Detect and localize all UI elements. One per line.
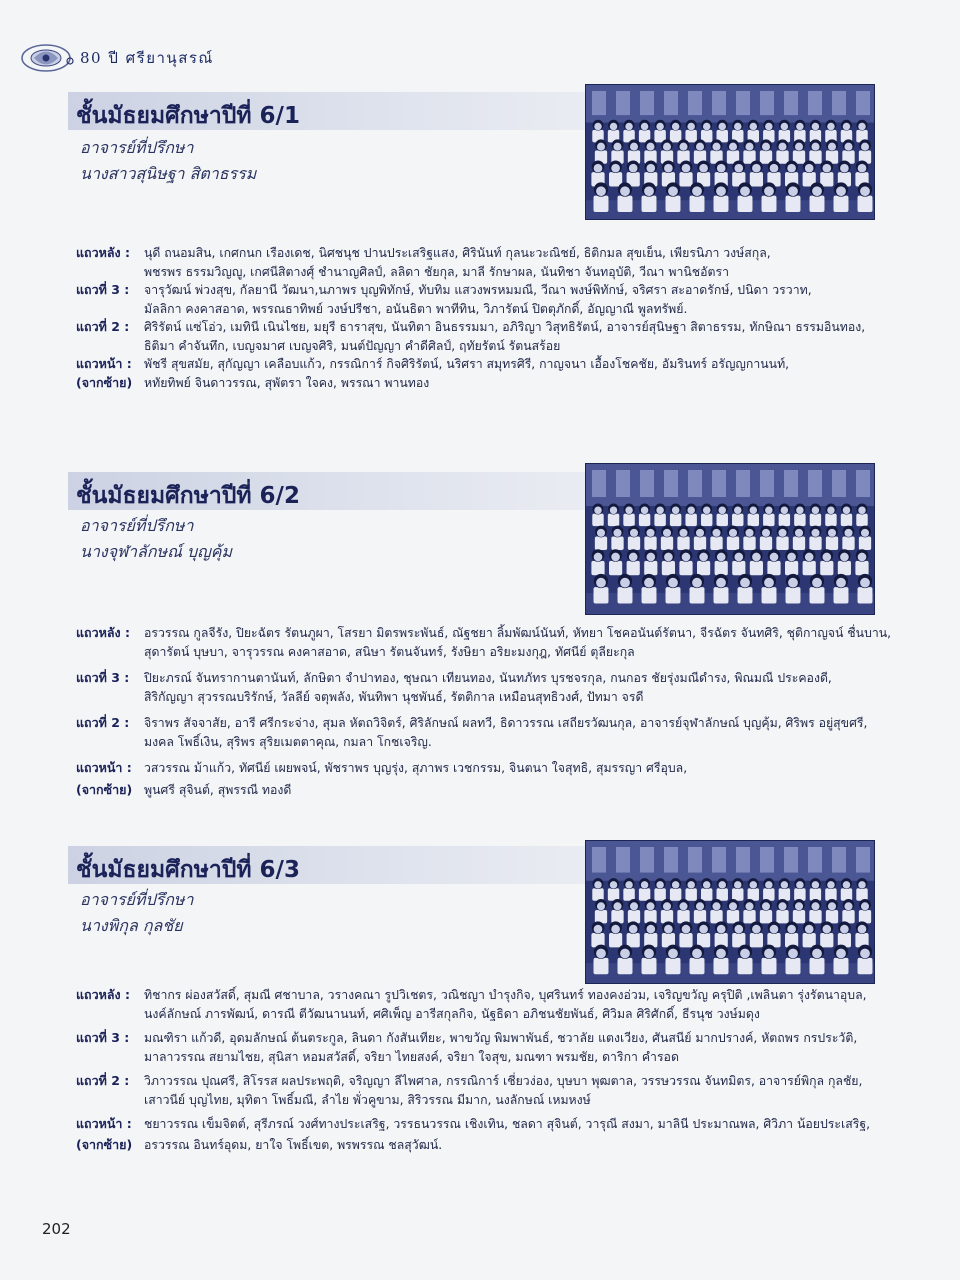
- name-row: [76, 1136, 936, 1155]
- student-figure: [762, 196, 777, 212]
- student-figure: [859, 537, 871, 550]
- student-figure: [697, 561, 710, 575]
- row-label: แถวที่ 2 :: [76, 1073, 130, 1088]
- student-figure: [690, 587, 705, 603]
- row-names: วิภาวรรณ ปุณศรี, สิโรรส ผลประพฤติ, จริญญา ลีไพศาล, กรรณิการ์ เชี่ยวง่อง, บุษบา พุฒตาล, วรรษวรรณ จันทมิตร, อาจารย์พิกุล กุลชัย, เสาวนีย์ บุญไทย, มุทิตา โพธิ์มณี, ลำไย พั่วคูขาม, สิริวรรณ มีมาก, นงลักษณ์ เหมหงษ์: [144, 1074, 863, 1107]
- row-label: แถวหน้า :: [76, 356, 132, 371]
- row-names: ปิยะภรณ์ จันทรากานตานันท์, ลักษิตา จำปาทอง, ชุษณา เทียนทอง, นันทภัทร บุรชจรกุล, กนกอร ชัยรุ่งมณีดำรง, พิณมณี ประคองดี, สิริกัญญา สุวรรณบริรักษ์, วัลลีย์ จตุพลัง, พันทิพา นุชพันธ์, รัตติกาล เหมือนสุทธิวงศ์, ปัทมา จรดี: [144, 671, 832, 704]
- student-figure: [858, 958, 873, 974]
- row-label: แถวหน้า :: [76, 760, 132, 775]
- running-header: [20, 40, 214, 76]
- student-figure: [595, 910, 607, 923]
- student-figure: [654, 888, 665, 900]
- student-figure: [623, 888, 634, 900]
- row-label: แถวหลัง :: [76, 625, 130, 640]
- student-figure: [639, 514, 650, 526]
- student-figure: [701, 514, 712, 526]
- student-figure: [786, 958, 801, 974]
- student-figure: [627, 933, 640, 947]
- student-figure: [611, 910, 623, 923]
- name-row: [76, 781, 936, 800]
- student-figure: [714, 958, 729, 974]
- student-figure: [727, 910, 739, 923]
- advisor-name: นางพิกุล กุลชัย: [80, 916, 183, 935]
- student-figure: [810, 196, 825, 212]
- student-figure: [727, 537, 739, 550]
- row-label: แถวหน้า :: [76, 1116, 132, 1131]
- student-figure: [779, 888, 790, 900]
- name-row: [76, 714, 936, 751]
- student-figure: [834, 958, 849, 974]
- student-figure: [767, 561, 780, 575]
- row-names: ชยาวรรณ เข็มจิตต์, สุรีภรณ์ วงศ์ทางประเสริฐ, วรรธนวรรณ เชิงเทิน, ชลดา สุจินต์, วารุณี สงมา, มาลินี ประมาณพล, ศิวิภา น้อยประเสริฐ,: [144, 1117, 871, 1131]
- advisor-label: อาจารย์ที่ปรึกษา: [80, 516, 194, 535]
- student-figure: [714, 587, 729, 603]
- student-figure: [666, 587, 681, 603]
- row-label: แถวหลัง :: [76, 245, 130, 260]
- name-row: [76, 355, 936, 374]
- student-figure: [825, 514, 836, 526]
- student-figure: [841, 514, 852, 526]
- student-figure: [786, 196, 801, 212]
- student-figure: [793, 910, 805, 923]
- name-row: [76, 244, 936, 281]
- name-rows: [76, 986, 936, 1154]
- student-figure: [685, 888, 696, 900]
- row-names: จารุวัฒน์ พ่วงสุข, กัลยานี วัฒนา,นภาพร บุญพิทักษ์, ทับทิม แสวงพรหมมณี, วีณา พงษ์พิทักษ์, จริศรา สะอาดรักษ์, ปนิดา วรวาท, มัลลิกา คงคาสอาด, พรรณธาทิพย์ วงษ์ปรีชา, อนันธิตา พาทีทิน, วิภารัตน์ ปิตตุภักดิ์, อัญญาณี พูลทรัพย์.: [144, 283, 812, 316]
- student-figure: [858, 587, 873, 603]
- photo-scene: [586, 841, 874, 983]
- student-figure: [826, 910, 838, 923]
- name-rows: [76, 244, 936, 392]
- name-row: [76, 759, 936, 778]
- student-figure: [670, 130, 681, 142]
- row-label: แถวที่ 2 :: [76, 715, 130, 730]
- row-label: แถวหลัง :: [76, 987, 130, 1002]
- row-label: แถวที่ 3 :: [76, 670, 130, 685]
- row-names: วสวรรณ ม้าแก้ว, ทัศนีย์ เผยพจน์, พัชราพร บุญรุ่ง, สุภาพร เวชกรรม, จินตนา ใจสุทธิ, สุมรรญา ศรีอุบล,: [144, 761, 688, 775]
- row-names: พัชรี สุขสมัย, สุกัญญา เคลือบแก้ว, กรรณิการ์ กิจศิริรัตน์, นริศรา สมุทรศิรี, กาญจนา เอื้องโชคชัย, อัมรินทร์ อรัญญกานนท์,: [144, 357, 790, 371]
- student-figure: [841, 888, 852, 900]
- student-figure: [738, 196, 753, 212]
- advisor-name: นางสาวสุนิษฐา สิตาธรรม: [80, 164, 257, 183]
- student-figure: [677, 537, 689, 550]
- student-figure: [592, 514, 603, 526]
- name-row: [76, 1115, 936, 1134]
- student-figure: [685, 130, 696, 142]
- student-figure: [810, 587, 825, 603]
- student-figure: [750, 933, 763, 947]
- student-figure: [776, 910, 788, 923]
- student-figure: [858, 196, 873, 212]
- student-figure: [834, 196, 849, 212]
- name-row: [76, 986, 936, 1023]
- student-figure: [679, 933, 692, 947]
- student-figure: [762, 958, 777, 974]
- student-figure: [763, 514, 774, 526]
- student-figure: [717, 514, 728, 526]
- student-figure: [595, 537, 607, 550]
- student-figure: [654, 514, 665, 526]
- student-figure: [642, 587, 657, 603]
- name-row: [76, 374, 936, 393]
- row-label: แถวที่ 3 :: [76, 1030, 130, 1045]
- student-figure: [710, 537, 722, 550]
- student-figure: [820, 172, 833, 186]
- row-label: (จากซ้าย): [76, 374, 133, 390]
- student-figure: [715, 561, 728, 575]
- student-figure: [594, 196, 609, 212]
- student-figure: [748, 514, 759, 526]
- student-figure: [810, 888, 821, 900]
- student-figure: [810, 514, 821, 526]
- name-row: [76, 624, 936, 661]
- student-figure: [628, 537, 640, 550]
- student-figure: [666, 196, 681, 212]
- row-names: นุดี ถนอมสิน, เกศกนก เรืองเดช, นิศชนุช ปานประเสริฐแสง, ศิรินันท์ กุลนะวะณิชย์, ธิติกมล สุขเย็น, เพียรนิภา วงษ์สกุล, พชรพร ธรรมวิญญู, เกศนีสิตางศุ์ ชำนาญศิลป์, ลลิดา ชัยกุล, มาลี รักษาผล, นันทิชา จันทอุบัติ, วีณา พานิชอัตรา: [144, 246, 771, 279]
- class-title: ชั้นมัธยมศึกษาปีที่ 6/1: [76, 103, 300, 129]
- student-figure: [591, 561, 604, 575]
- student-figure: [694, 537, 706, 550]
- student-figure: [760, 910, 772, 923]
- class-title: ชั้นมัธยมศึกษาปีที่ 6/3: [76, 857, 300, 883]
- student-figure: [623, 514, 634, 526]
- student-figure: [679, 172, 692, 186]
- row-label: แถวที่ 2 :: [76, 319, 130, 334]
- student-figure: [776, 537, 788, 550]
- student-figure: [594, 958, 609, 974]
- student-figure: [803, 933, 816, 947]
- student-figure: [763, 888, 774, 900]
- student-figure: [859, 910, 871, 923]
- student-figure: [618, 958, 633, 974]
- student-figure: [810, 958, 825, 974]
- student-figure: [809, 537, 821, 550]
- student-figure: [786, 587, 801, 603]
- student-figure: [639, 888, 650, 900]
- photo-scene: [586, 464, 874, 614]
- name-row: [76, 281, 936, 318]
- student-figure: [717, 888, 728, 900]
- name-row: [76, 669, 936, 706]
- student-figure: [842, 537, 854, 550]
- student-figure: [738, 958, 753, 974]
- student-figure: [750, 172, 763, 186]
- student-figure: [644, 561, 657, 575]
- student-figure: [592, 888, 603, 900]
- student-figure: [670, 514, 681, 526]
- student-figure: [803, 561, 816, 575]
- student-figure: [732, 514, 743, 526]
- student-figure: [750, 561, 763, 575]
- student-figure: [677, 910, 689, 923]
- student-figure: [732, 561, 745, 575]
- student-figure: [855, 561, 868, 575]
- row-label: (จากซ้าย): [76, 781, 133, 797]
- student-figure: [785, 561, 798, 575]
- name-row: [76, 1072, 936, 1109]
- student-figure: [609, 561, 622, 575]
- student-figure: [661, 910, 673, 923]
- student-figure: [690, 958, 705, 974]
- student-figure: [618, 196, 633, 212]
- name-rows: [76, 624, 936, 799]
- student-figure: [856, 514, 867, 526]
- row-label: แถวที่ 3 :: [76, 282, 130, 297]
- row-names: อรวรรณ อินทร์อุดม, ยาใจ โพธิ์เขต, พรพรรณ ชลสุวัฒน์.: [144, 1137, 443, 1152]
- student-figure: [809, 910, 821, 923]
- student-figure: [618, 587, 633, 603]
- name-row: [76, 1029, 936, 1066]
- student-figure: [732, 888, 743, 900]
- row-names: มณฑิรา แก้วดี, อุดมลักษณ์ ต้นตระกูล, ลินดา กังสันเทียะ, พาขวัญ พิมพาพันธ์, ชวาลัย แตงเวียง, ศันสนีย์ มากปรางค์, หัตถพร กรประวัติ, มาลาวรรณ สยามไชย, สุนิสา หอมสวัสดิ์, จริยา ไทยสงค์, จริยา ใจสุข, มณฑา พรมชัย, ดาริกา คำรอด: [144, 1031, 858, 1064]
- student-figure: [628, 910, 640, 923]
- student-figure: [609, 933, 622, 947]
- student-figure: [826, 537, 838, 550]
- student-figure: [820, 933, 833, 947]
- row-label: (จากซ้าย): [76, 1136, 133, 1152]
- student-figure: [670, 888, 681, 900]
- student-figure: [666, 958, 681, 974]
- photo-scene: [586, 85, 874, 219]
- school-emblem-icon: [20, 41, 78, 75]
- student-figure: [594, 587, 609, 603]
- student-figure: [794, 888, 805, 900]
- class-title: ชั้นมัธยมศึกษาปีที่ 6/2: [76, 483, 300, 509]
- student-figure: [714, 196, 729, 212]
- student-figure: [608, 514, 619, 526]
- student-figure: [608, 888, 619, 900]
- advisor-label: อาจารย์ที่ปรึกษา: [80, 138, 194, 157]
- student-figure: [743, 910, 755, 923]
- student-figure: [825, 888, 836, 900]
- row-names: ทิชากร ผ่องสวัสดิ์, สุมณี ศชาบาล, วรางคณา รูปวิเชตร, วณิชญา บำรุงกิจ, บุศรินทร์ ทองคงอ่วม, เจริญขวัญ ครุปิติ ,เพลินตา รุ่งรัตนาอุบล, นงค์ลักษณ์ ภารพัฒน์, ดารณี ตีวัฒนานนท์, ศศิเพ็ญ อารีสกุลกิจ, นัฐธิดา อภิชนชัยพันธ์, ศิวิมล ศิริศักดิ์, ธีรนุช วงษ์มดุง: [144, 988, 867, 1021]
- row-names: พูนศรี สุจินต์, สุพรรณี ทองดี: [144, 782, 292, 797]
- student-figure: [760, 537, 772, 550]
- row-names: ศิริรัตน์ แซ่โอ่ว, เมทินี เนินไชย, มยุรี ธาราสุข, นันทิตา อินธรรมมา, อภิริญา วิสุทธิรัตน์, อาจารย์สุนิษฐา สิตาธรรม, ทักษิณา ธรรมอินทอง, ธิติมา คำจันทึก, เบญจมาศ เบญจศิริ, มนต์ปัญญา คำดีศิลป์, ฤทัยรัตน์ รัตนสร้อย: [144, 320, 866, 353]
- row-names: อรวรรณ กูลจีรัง, ปิยะฉัตร รัตนภูผา, โสรยา มิตรพระพันธ์, ณัฐชยา ลิ้มพัฒน์นันท์, หัทยา โชคอนันต์รัตนา, จีรฉัตร จันทศิริ, ชุติกาญจน์ ชื่นบาน, สุดารัตน์ บุษบา, จารุวรรณ คงคาสอาด, สนิษา รัตนจันทร์, รังษิยา อริยะมงกุฎ, ทัศนีย์ ตุลียะกุล: [144, 626, 892, 659]
- student-figure: [642, 196, 657, 212]
- student-figure: [701, 888, 712, 900]
- student-figure: [779, 514, 790, 526]
- student-figure: [776, 150, 788, 163]
- class-group-photo: [585, 840, 875, 984]
- student-figure: [662, 561, 675, 575]
- student-figure: [642, 958, 657, 974]
- row-names: จิราพร สัจจาสัย, อารี ศรีกระจ่าง, สุมล หัตถวิจิตร์, ศิริลักษณ์ ผลทวี, ธิดาวรรณ เสถียรวัฒนกุล, อาจารย์จุฬาลักษณ์ บุญคุ้ม, ศิริพร อยู่สุขศรี, มงคล โพธิ์เงิน, สุริพร สุริยเมตตาคุณ, กมลา โกชเจริญ.: [144, 716, 868, 749]
- student-figure: [834, 587, 849, 603]
- student-figure: [794, 514, 805, 526]
- running-title: 80 ปี ศรียานุสรณ์: [80, 49, 214, 67]
- student-figure: [661, 537, 673, 550]
- student-figure: [679, 561, 692, 575]
- student-figure: [690, 196, 705, 212]
- student-figure: [738, 587, 753, 603]
- class-group-photo: [585, 84, 875, 220]
- student-figure: [685, 514, 696, 526]
- class-group-photo: [585, 463, 875, 615]
- student-figure: [644, 537, 656, 550]
- name-row: [76, 318, 936, 355]
- advisor-name: นางจุฬาลักษณ์ บุญคุ้ม: [80, 542, 233, 561]
- student-figure: [748, 888, 759, 900]
- student-figure: [856, 888, 867, 900]
- advisor-label: อาจารย์ที่ปรึกษา: [80, 890, 194, 909]
- student-figure: [793, 537, 805, 550]
- student-figure: [611, 537, 623, 550]
- student-figure: [762, 587, 777, 603]
- row-names: หทัยทิพย์ จินดาวรรณ, สุพัตรา ใจคง, พรรณา พานทอง: [144, 375, 430, 390]
- student-figure: [838, 561, 851, 575]
- page-number: 202: [42, 1220, 71, 1238]
- student-figure: [627, 561, 640, 575]
- student-figure: [820, 561, 833, 575]
- student-figure: [743, 537, 755, 550]
